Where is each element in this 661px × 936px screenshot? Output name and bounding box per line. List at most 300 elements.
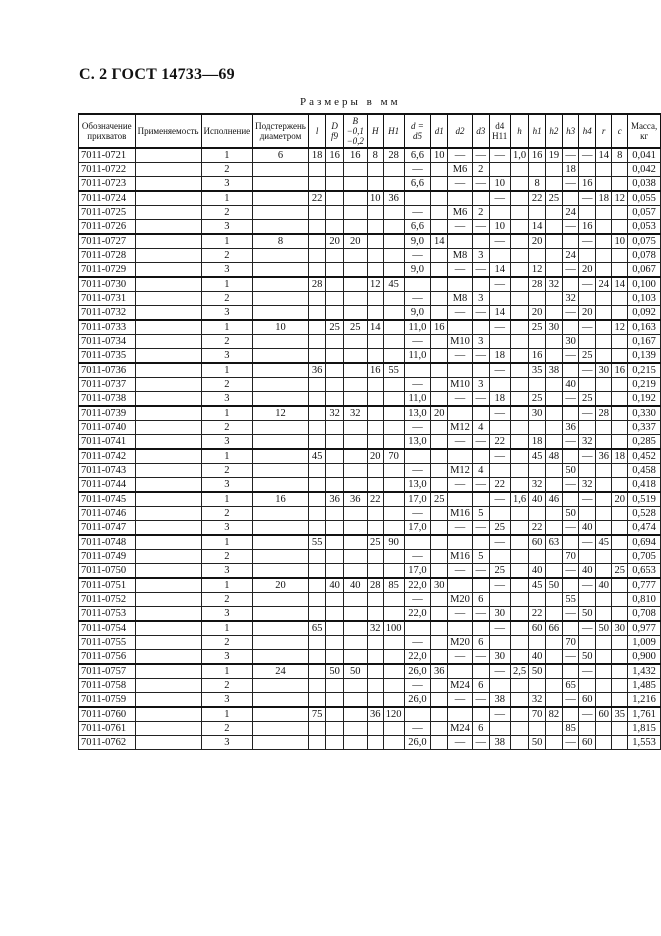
table-cell — [326, 478, 343, 493]
table-cell: 1,0 — [510, 148, 528, 163]
table-cell — [431, 722, 448, 736]
table-cell: 50 — [579, 607, 596, 622]
table-cell — [545, 163, 562, 177]
table-cell: 120 — [383, 707, 404, 722]
designation-cell: 7011-0723 — [79, 177, 136, 192]
table-cell: — — [562, 306, 579, 321]
table-cell: 1,553 — [628, 736, 661, 750]
table-cell — [510, 650, 528, 665]
table-cell — [612, 693, 628, 708]
table-cell — [326, 292, 343, 306]
table-cell — [253, 707, 309, 722]
table-cell: M8 — [448, 292, 473, 306]
table-cell — [431, 292, 448, 306]
table-cell — [367, 306, 383, 321]
table-cell — [326, 636, 343, 650]
table-cell — [510, 707, 528, 722]
table-cell — [367, 507, 383, 521]
table-cell: — — [562, 478, 579, 493]
table-cell: 16 — [431, 320, 448, 335]
table-row — [79, 163, 661, 177]
table-cell — [253, 736, 309, 750]
table-cell — [135, 492, 201, 507]
table-cell — [431, 521, 448, 536]
table-cell: 2 — [201, 249, 253, 263]
table-row — [79, 679, 661, 693]
table-cell — [596, 664, 612, 679]
table-cell: 25 — [326, 320, 343, 335]
table-cell — [529, 378, 546, 392]
designation-cell: 7011-0735 — [79, 349, 136, 364]
table-cell: M12 — [448, 421, 473, 435]
table-cell: 1 — [201, 148, 253, 163]
table-row — [79, 191, 661, 206]
table-cell: — — [404, 636, 431, 650]
table-cell — [510, 478, 528, 493]
table-cell — [489, 636, 510, 650]
table-cell: — — [472, 177, 489, 192]
table-cell — [579, 722, 596, 736]
table-cell — [431, 464, 448, 478]
table-cell — [326, 736, 343, 750]
table-cell — [612, 722, 628, 736]
table-cell — [510, 378, 528, 392]
table-cell — [596, 177, 612, 192]
table-cell — [612, 650, 628, 665]
table-cell: — — [489, 363, 510, 378]
table-cell — [308, 507, 325, 521]
table-cell: 0,977 — [628, 621, 661, 636]
table-cell: 13,0 — [404, 435, 431, 450]
table-cell — [308, 636, 325, 650]
table-cell — [135, 435, 201, 450]
table-cell: 24 — [253, 664, 309, 679]
table-cell — [431, 349, 448, 364]
table-row — [79, 249, 661, 263]
table-cell: 30 — [596, 363, 612, 378]
table-cell: M20 — [448, 636, 473, 650]
table-cell — [253, 249, 309, 263]
table-cell — [135, 707, 201, 722]
table-cell — [579, 550, 596, 564]
table-cell — [326, 220, 343, 235]
table-cell — [529, 679, 546, 693]
table-cell — [135, 535, 201, 550]
table-cell: 2 — [472, 163, 489, 177]
table-cell: 40 — [326, 578, 343, 593]
table-cell: 2 — [201, 679, 253, 693]
table-cell: 20 — [529, 306, 546, 321]
table-cell — [489, 464, 510, 478]
table-cell: 3 — [472, 335, 489, 349]
designation-cell: 7011-0758 — [79, 679, 136, 693]
designation-cell: 7011-0754 — [79, 621, 136, 636]
table-cell: — — [472, 478, 489, 493]
table-cell: — — [562, 736, 579, 750]
table-cell: 30 — [489, 607, 510, 622]
table-cell — [596, 478, 612, 493]
table-cell: — — [448, 564, 473, 579]
table-cell: — — [579, 363, 596, 378]
table-cell: 9,0 — [404, 263, 431, 278]
table-cell — [431, 191, 448, 206]
table-cell: M12 — [448, 464, 473, 478]
table-cell: M6 — [448, 206, 473, 220]
table-cell — [343, 220, 367, 235]
table-cell: 40 — [529, 650, 546, 665]
table-cell — [545, 464, 562, 478]
table-cell — [343, 191, 367, 206]
table-cell — [343, 335, 367, 349]
table-cell — [343, 636, 367, 650]
table-cell: 8 — [529, 177, 546, 192]
table-cell — [612, 664, 628, 679]
table-cell: 20 — [326, 234, 343, 249]
table-cell: 10 — [367, 191, 383, 206]
table-cell — [510, 406, 528, 421]
table-cell — [596, 263, 612, 278]
table-cell — [545, 564, 562, 579]
table-cell — [431, 306, 448, 321]
table-cell: — — [448, 220, 473, 235]
table-cell: 0,053 — [628, 220, 661, 235]
table-cell: 19 — [545, 148, 562, 163]
designation-cell: 7011-0742 — [79, 449, 136, 464]
table-cell: 0,777 — [628, 578, 661, 593]
table-cell — [510, 392, 528, 407]
table-cell: 13,0 — [404, 478, 431, 493]
table-cell: 24 — [562, 249, 579, 263]
table-cell: 8 — [253, 234, 309, 249]
table-cell — [529, 593, 546, 607]
table-cell — [253, 335, 309, 349]
table-row — [79, 263, 661, 278]
table-cell: — — [472, 392, 489, 407]
table-cell: — — [579, 406, 596, 421]
table-cell — [135, 478, 201, 493]
table-cell — [545, 263, 562, 278]
table-cell: 20 — [343, 234, 367, 249]
table-cell: 5 — [472, 550, 489, 564]
table-cell: — — [404, 464, 431, 478]
table-cell — [383, 320, 404, 335]
table-cell: 32 — [343, 406, 367, 421]
col-designation: Обозначение прихватов — [79, 114, 136, 148]
table-cell: 16 — [529, 148, 546, 163]
table-cell — [383, 492, 404, 507]
table-cell: — — [448, 177, 473, 192]
table-cell — [135, 621, 201, 636]
table-cell: 30 — [612, 621, 628, 636]
table-cell — [135, 650, 201, 665]
table-cell: 36 — [326, 492, 343, 507]
table-cell — [135, 335, 201, 349]
table-cell: 0,100 — [628, 277, 661, 292]
table-cell — [308, 435, 325, 450]
table-cell: 11,0 — [404, 320, 431, 335]
table-cell — [383, 507, 404, 521]
table-row — [79, 535, 661, 550]
table-cell — [431, 650, 448, 665]
table-cell — [343, 421, 367, 435]
table-cell — [431, 693, 448, 708]
table-cell — [367, 220, 383, 235]
table-cell — [253, 693, 309, 708]
table-cell — [308, 593, 325, 607]
table-cell: 17,0 — [404, 564, 431, 579]
table-cell — [431, 621, 448, 636]
table-cell — [431, 593, 448, 607]
table-cell: 2 — [201, 163, 253, 177]
table-cell — [367, 564, 383, 579]
table-cell — [545, 392, 562, 407]
table-row — [79, 478, 661, 493]
table-cell — [367, 392, 383, 407]
table-cell: 26,0 — [404, 693, 431, 708]
col-h3: h3 — [562, 114, 579, 148]
table-cell: — — [404, 335, 431, 349]
table-cell — [326, 607, 343, 622]
table-cell: — — [404, 249, 431, 263]
table-cell: 17,0 — [404, 492, 431, 507]
table-cell: — — [562, 177, 579, 192]
table-cell — [383, 464, 404, 478]
table-cell: 0,057 — [628, 206, 661, 220]
table-cell — [253, 277, 309, 292]
table-cell — [510, 335, 528, 349]
designation-cell: 7011-0750 — [79, 564, 136, 579]
table-cell — [367, 650, 383, 665]
table-cell — [343, 392, 367, 407]
table-cell — [545, 693, 562, 708]
table-cell — [367, 722, 383, 736]
table-cell — [326, 550, 343, 564]
table-cell — [448, 449, 473, 464]
table-cell — [404, 707, 431, 722]
table-cell: — — [562, 263, 579, 278]
table-cell — [253, 449, 309, 464]
table-cell — [579, 679, 596, 693]
table-cell: 22 — [529, 607, 546, 622]
table-cell: 28 — [308, 277, 325, 292]
table-cell: 0,215 — [628, 363, 661, 378]
table-cell — [383, 664, 404, 679]
table-cell — [596, 736, 612, 750]
table-cell — [562, 234, 579, 249]
table-cell — [135, 234, 201, 249]
table-cell — [308, 306, 325, 321]
table-cell — [383, 521, 404, 536]
table-cell: 8 — [367, 148, 383, 163]
col-d4: d4 H11 — [489, 114, 510, 148]
table-cell — [472, 449, 489, 464]
table-cell — [253, 435, 309, 450]
table-cell — [579, 636, 596, 650]
table-cell: 6 — [253, 148, 309, 163]
table-cell — [343, 621, 367, 636]
table-cell: M16 — [448, 507, 473, 521]
table-cell — [431, 335, 448, 349]
table-cell — [326, 335, 343, 349]
table-cell — [489, 335, 510, 349]
table-cell — [431, 564, 448, 579]
table-cell — [612, 578, 628, 593]
table-cell — [510, 464, 528, 478]
table-cell — [326, 392, 343, 407]
table-cell: 13,0 — [404, 406, 431, 421]
table-cell: 20 — [612, 492, 628, 507]
designation-cell: 7011-0743 — [79, 464, 136, 478]
table-cell — [308, 392, 325, 407]
table-cell: — — [448, 650, 473, 665]
table-cell: 0,078 — [628, 249, 661, 263]
table-cell: 2 — [201, 421, 253, 435]
table-row — [79, 621, 661, 636]
table-cell: 70 — [562, 636, 579, 650]
table-cell — [431, 206, 448, 220]
table-cell: 22 — [529, 521, 546, 536]
table-cell — [612, 392, 628, 407]
table-cell — [545, 521, 562, 536]
table-cell — [383, 206, 404, 220]
table-cell: 1 — [201, 320, 253, 335]
table-cell — [135, 722, 201, 736]
designation-cell: 7011-0753 — [79, 607, 136, 622]
table-cell: — — [472, 736, 489, 750]
table-cell: 1 — [201, 363, 253, 378]
table-cell — [510, 292, 528, 306]
table-cell: 26,0 — [404, 736, 431, 750]
table-cell — [579, 292, 596, 306]
table-cell — [612, 206, 628, 220]
table-cell — [489, 679, 510, 693]
table-cell: 18 — [529, 435, 546, 450]
table-cell: M24 — [448, 722, 473, 736]
table-cell: — — [404, 163, 431, 177]
table-cell: — — [489, 406, 510, 421]
table-row — [79, 378, 661, 392]
table-cell: — — [404, 507, 431, 521]
designation-cell: 7011-0748 — [79, 535, 136, 550]
table-cell — [510, 320, 528, 335]
table-cell — [308, 578, 325, 593]
table-cell: 50 — [529, 736, 546, 750]
table-cell: 25 — [489, 521, 510, 536]
table-cell — [545, 679, 562, 693]
table-cell — [562, 535, 579, 550]
table-cell: — — [579, 191, 596, 206]
table-cell — [448, 191, 473, 206]
table-cell: 3 — [201, 607, 253, 622]
table-cell: — — [448, 607, 473, 622]
table-cell: 63 — [545, 535, 562, 550]
table-cell: 40 — [529, 564, 546, 579]
table-cell — [510, 535, 528, 550]
table-cell — [612, 521, 628, 536]
table-cell: 18 — [308, 148, 325, 163]
table-cell — [545, 306, 562, 321]
table-cell: 1 — [201, 707, 253, 722]
table-cell — [367, 607, 383, 622]
table-cell: 36 — [431, 664, 448, 679]
table-cell — [308, 206, 325, 220]
table-cell: — — [489, 621, 510, 636]
table-cell: — — [448, 263, 473, 278]
table-cell: 35 — [529, 363, 546, 378]
table-cell — [431, 550, 448, 564]
table-cell: 0,705 — [628, 550, 661, 564]
designation-cell: 7011-0721 — [79, 148, 136, 163]
table-cell — [308, 722, 325, 736]
table-cell — [383, 679, 404, 693]
table-cell: — — [579, 621, 596, 636]
table-cell — [343, 449, 367, 464]
table-cell: 6,6 — [404, 177, 431, 192]
table-cell — [135, 636, 201, 650]
table-cell — [253, 421, 309, 435]
table-cell — [308, 607, 325, 622]
table-row — [79, 736, 661, 750]
table-cell — [326, 449, 343, 464]
table-cell: 55 — [383, 363, 404, 378]
table-cell: 70 — [562, 550, 579, 564]
table-cell — [343, 535, 367, 550]
table-row — [79, 578, 661, 593]
table-cell — [367, 435, 383, 450]
table-cell: — — [562, 148, 579, 163]
table-cell — [343, 363, 367, 378]
col-l: l — [308, 114, 325, 148]
table-cell: 1,216 — [628, 693, 661, 708]
table-cell — [596, 220, 612, 235]
table-cell — [135, 320, 201, 335]
table-cell: 82 — [545, 707, 562, 722]
table-cell: 1 — [201, 621, 253, 636]
table-cell: 75 — [308, 707, 325, 722]
col-d2: d2 — [448, 114, 473, 148]
table-cell: 0,900 — [628, 650, 661, 665]
table-cell: 50 — [343, 664, 367, 679]
table-cell: 25 — [529, 392, 546, 407]
table-cell — [510, 564, 528, 579]
table-cell: 45 — [308, 449, 325, 464]
col-c: c — [612, 114, 628, 148]
table-row — [79, 449, 661, 464]
table-cell — [383, 435, 404, 450]
table-cell — [510, 263, 528, 278]
table-cell: 60 — [529, 621, 546, 636]
table-cell: 6 — [472, 722, 489, 736]
table-cell — [326, 679, 343, 693]
table-cell — [431, 249, 448, 263]
table-cell: 3 — [201, 564, 253, 579]
table-cell — [431, 163, 448, 177]
table-cell: 20 — [367, 449, 383, 464]
table-cell — [431, 707, 448, 722]
table-cell — [383, 607, 404, 622]
table-cell — [612, 607, 628, 622]
table-cell: 0,810 — [628, 593, 661, 607]
table-cell — [343, 263, 367, 278]
table-cell: 25 — [489, 564, 510, 579]
table-cell: 2 — [201, 335, 253, 349]
table-cell — [596, 521, 612, 536]
table-cell — [308, 664, 325, 679]
table-cell — [510, 578, 528, 593]
table-cell: 25 — [431, 492, 448, 507]
table-cell: 1,761 — [628, 707, 661, 722]
designation-cell: 7011-0747 — [79, 521, 136, 536]
